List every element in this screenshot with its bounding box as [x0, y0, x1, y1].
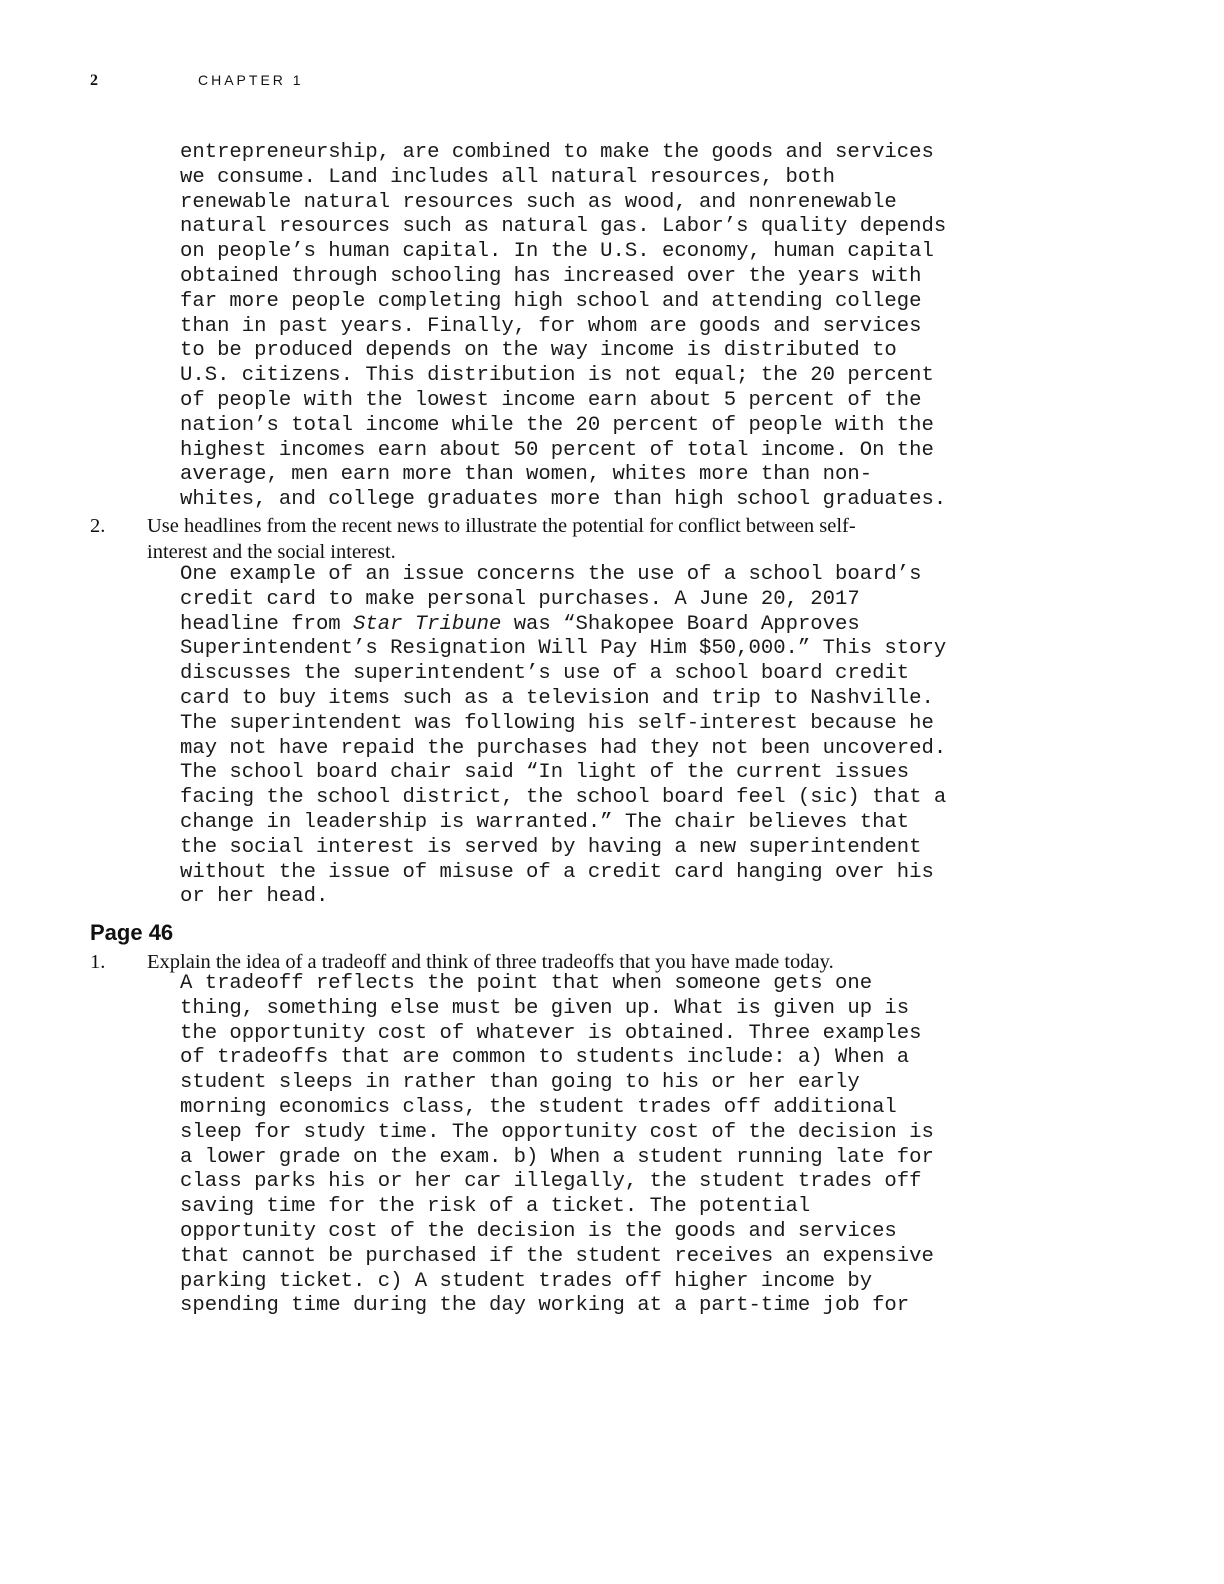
publication-title: Star Tribune — [353, 612, 502, 636]
answer-2-part-1: One example of an issue concerns the use of a school board’s credit card to make personal purchases. A June 20, 2017 headline from — [180, 563, 922, 636]
answer-2-part-2: was “Shakopee Board Approves Superintendent’s Resignation Will Pay Him $50,000.” This story discusses the superintendent’s use of a school board credit card to buy items such as a television and trip to Nashville. The superintendent was following his self-interest because he may not have repaid the purchases had they not been uncovered. The school board chair said “In light of the current issues facing the school district, the school board feel (sic) that a change in leadership is warranted.” The chair believes that the social interest is served by having a new superintendent without the issue of misuse of a credit card hanging over his or her head. — [180, 612, 947, 909]
question-number: 1. — [90, 951, 106, 973]
question-text: Explain the idea of a tradeoff and think of three tradeoffs that you have made today. — [147, 951, 834, 973]
answer-continued-text: entrepreneurship, are combined to make the goods and services we consume. Land includes all natural resources, both renewable natural resources such as wood, and nonrenewable natural resources such as natural gas. Labor’s quality depends on people’s human capital. In the U.S. economy, human capital obtained through schooling has increased over the years with far more people completing high school and attending college than in past years. Finally, for whom are goods and services to be produced depends on the way income is distributed to U.S. citizens. This distribution is not equal; the 20 percent of people with the lowest income earn about 5 percent of the nation’s total income while the 20 percent of people with the highest incomes earn about 50 percent of total income. On the average, men earn more than women, whites more than non- whites, and college graduates more than high school graduates. — [180, 141, 947, 512]
answer-2-text — [180, 563, 946, 910]
answer-1-text: A tradeoff reflects the point that when someone gets one thing, something else must be given up. What is given up is the opportunity cost of whatever is obtained. Three examples of tradeoffs that are common to students include: a) When a student sleeps in rather than going to his or her early morning economics class, the student trades off additional sleep for study time. The opportunity cost of the decision is a lower grade on the exam. b) When a student running late for class parks his or her car illegally, the student trades off saving time for the risk of a ticket. The potential opportunity cost of the decision is the goods and services that cannot be purchased if the student receives an expensive parking ticket. c) A student trades off higher income by spending time during the day working at a part-time job for — [180, 972, 934, 1318]
chapter-label: CHAPTER 1 — [198, 72, 304, 88]
page-number: 2 — [90, 72, 98, 89]
section-heading: Page 46 — [90, 920, 174, 945]
question-number: 2. — [90, 515, 106, 537]
question-text: Use headlines from the recent news to illustrate the potential for conflict between self- interest and the social interest. — [147, 515, 856, 563]
